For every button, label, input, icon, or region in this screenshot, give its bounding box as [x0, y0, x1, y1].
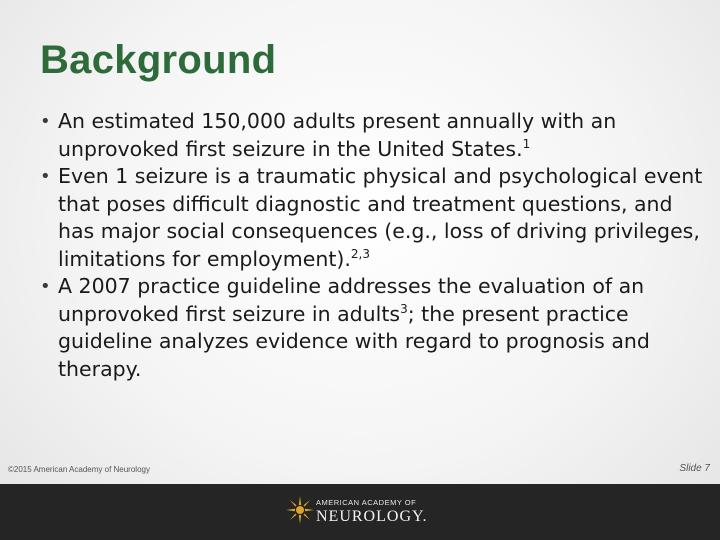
bullet-item [38, 273, 708, 383]
bullet-list [38, 108, 708, 383]
bullet-dot-icon: • [40, 166, 51, 187]
bullet-item [38, 108, 708, 163]
citation: 1 [522, 136, 531, 151]
slide-number: Slide 7 [679, 463, 710, 474]
citation: 3 [400, 301, 408, 316]
bullet-text: An estimated 150,000 adults present annually with an unprovoked first seizure in the United States.$^1$ [58, 109, 617, 161]
bullet-text: Even 1 seizure is a traumatic physical and psychological event that poses difficult diagnostic and treatment questions, and has major social consequences (e.g., loss of driving privileges, limitations for employment).$^{2,3}$ [58, 164, 703, 271]
bullet-text: A 2007 practice guideline addresses the evaluation of an unprovoked first seizure in adults$^3$; the present practice guideline analyzes evidence with regard to prognosis and therapy. [58, 274, 650, 381]
logo-line1: AMERICAN ACADEMY OF [316, 498, 417, 507]
bullet-item [38, 163, 708, 273]
logo-line2: NEUROLOGY. [316, 508, 428, 525]
citation: 2,3 [350, 246, 371, 261]
aan-logo [286, 494, 436, 530]
bullet-dot-icon: • [40, 276, 51, 297]
footer-copyright: ©2015 American Academy of Neurology [8, 465, 150, 474]
bullet-dot-icon: • [40, 111, 51, 132]
slide-title: Background [40, 38, 277, 82]
sunburst-icon [286, 496, 314, 524]
